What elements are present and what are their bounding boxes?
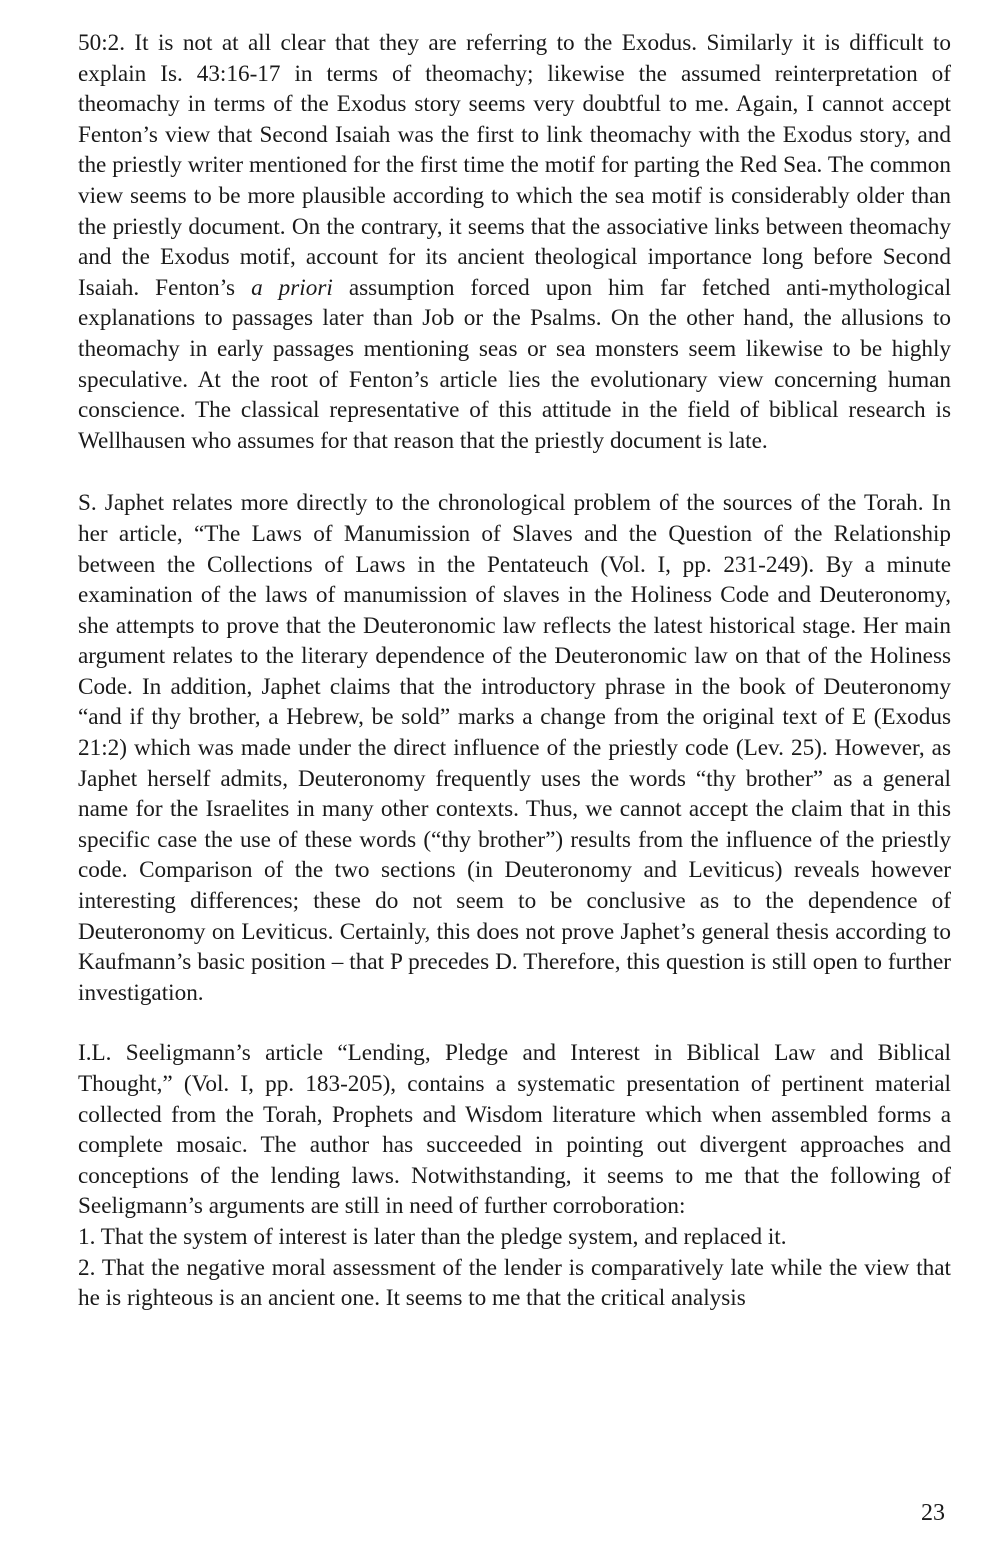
- paragraph-spacer: [78, 1008, 951, 1038]
- paragraph-seeligmann: [78, 1038, 951, 1222]
- list-item-1: 1. That the system of interest is later than the pledge system, and replaced it.: [78, 1223, 787, 1250]
- italic-phrase: a priori: [251, 274, 333, 301]
- paragraph-japhet: [78, 488, 951, 1008]
- paragraph-text: assumption forced upon him far fetched anti-mythological explanations to passages later than Job or the Psalms. On the other hand, the allusions to theomachy in early passages mentioning seas or sea monsters seem likewise to be highly speculative. At the root of Fenton’s article lies the evolutionary view concerning human conscience. The classical representative of this attitude in the field of biblical research is Wellhausen who assumes for that reason that the priestly document is late.: [78, 274, 952, 454]
- paragraph-text: I.L. Seeligmann’s article “Lending, Pledge and Interest in Biblical Law and Biblical Thought,” (Vol. I, pp. 183-205), contains a systematic presentation of pertinent material collected from the Torah, Prophets and Wisdom literature which when assembled forms a complete mosaic. The author has succeeded in pointing out divergent approaches and conceptions of the lending laws. Notwithstanding, it seems to me that the following of Seeligmann’s arguments are still in need of further corroboration:: [78, 1040, 951, 1220]
- paragraph-fenton-critique: [78, 28, 951, 456]
- page-body: [78, 28, 951, 1314]
- paragraph-text: 50:2. It is not at all clear that they are referring to the Exodus. Similarly it is difficult to explain Is. 43:16-17 in terms of theomachy; likewise the assumed reinterpretation of theomachy in terms of the Exodus story seems very doubtful to me. Again, I cannot accept Fenton’s view that Second Isaiah was the first to link theomachy with the Exodus story, and the priestly writer mentioned for the first time the motif for parting the Red Sea. The common view seems to be more plausible according to which the sea motif is considerably older than the priestly document. On the contrary, it seems that the associative links between theomachy and the Exodus motif, account for its ancient theological importance long before Second Isaiah. Fenton’s: [78, 30, 951, 301]
- paragraph-spacer: [78, 456, 951, 488]
- list-item-2: 2. That the negative moral assessment of the lender is comparatively late while the view that he is righteous is an ancient one. It seems to me that the critical analysis: [78, 1254, 951, 1312]
- paragraph-text: S. Japhet relates more directly to the chronological problem of the sources of the Torah. In her article, “The Laws of Manumission of Slaves and the Question of the Relationship between the Collections of Laws in the Pentateuch (Vol. I, pp. 231-249). By a minute examination of the laws of manumission of slaves in the Holiness Code and Deuteronomy, she attempts to prove that the Deuteronomic law reflects the latest historical stage. Her main argument relates to the literary dependence of the Deuteronomic law on that of the Holiness Code. In addition, Japhet claims that the introductory phrase in the book of Deuteronomy “and if thy brother, a Hebrew, be sold” marks a change from the original text of E (Exodus 21:2) which was made under the direct influence of the priestly code (Lev. 25). However, as Japhet herself admits, Deuteronomy frequently uses the words “thy brother” as a general name for the Israelites in many other contexts. Thus, we cannot accept the claim that in this specific case the use of these words (“thy brother”) results from the influence of the priestly code. Comparison of the two sections (in Deuteronomy and Leviticus) reveals however interesting differences; these do not seem to be conclusive as to the dependence of Deuteronomy on Leviticus. Certainly, this does not prove Japhet’s general thesis according to Kaufmann’s basic position – that P precedes D. Therefore, this question is still open to further investigation.: [78, 490, 951, 1006]
- page-number: 23: [921, 1500, 945, 1526]
